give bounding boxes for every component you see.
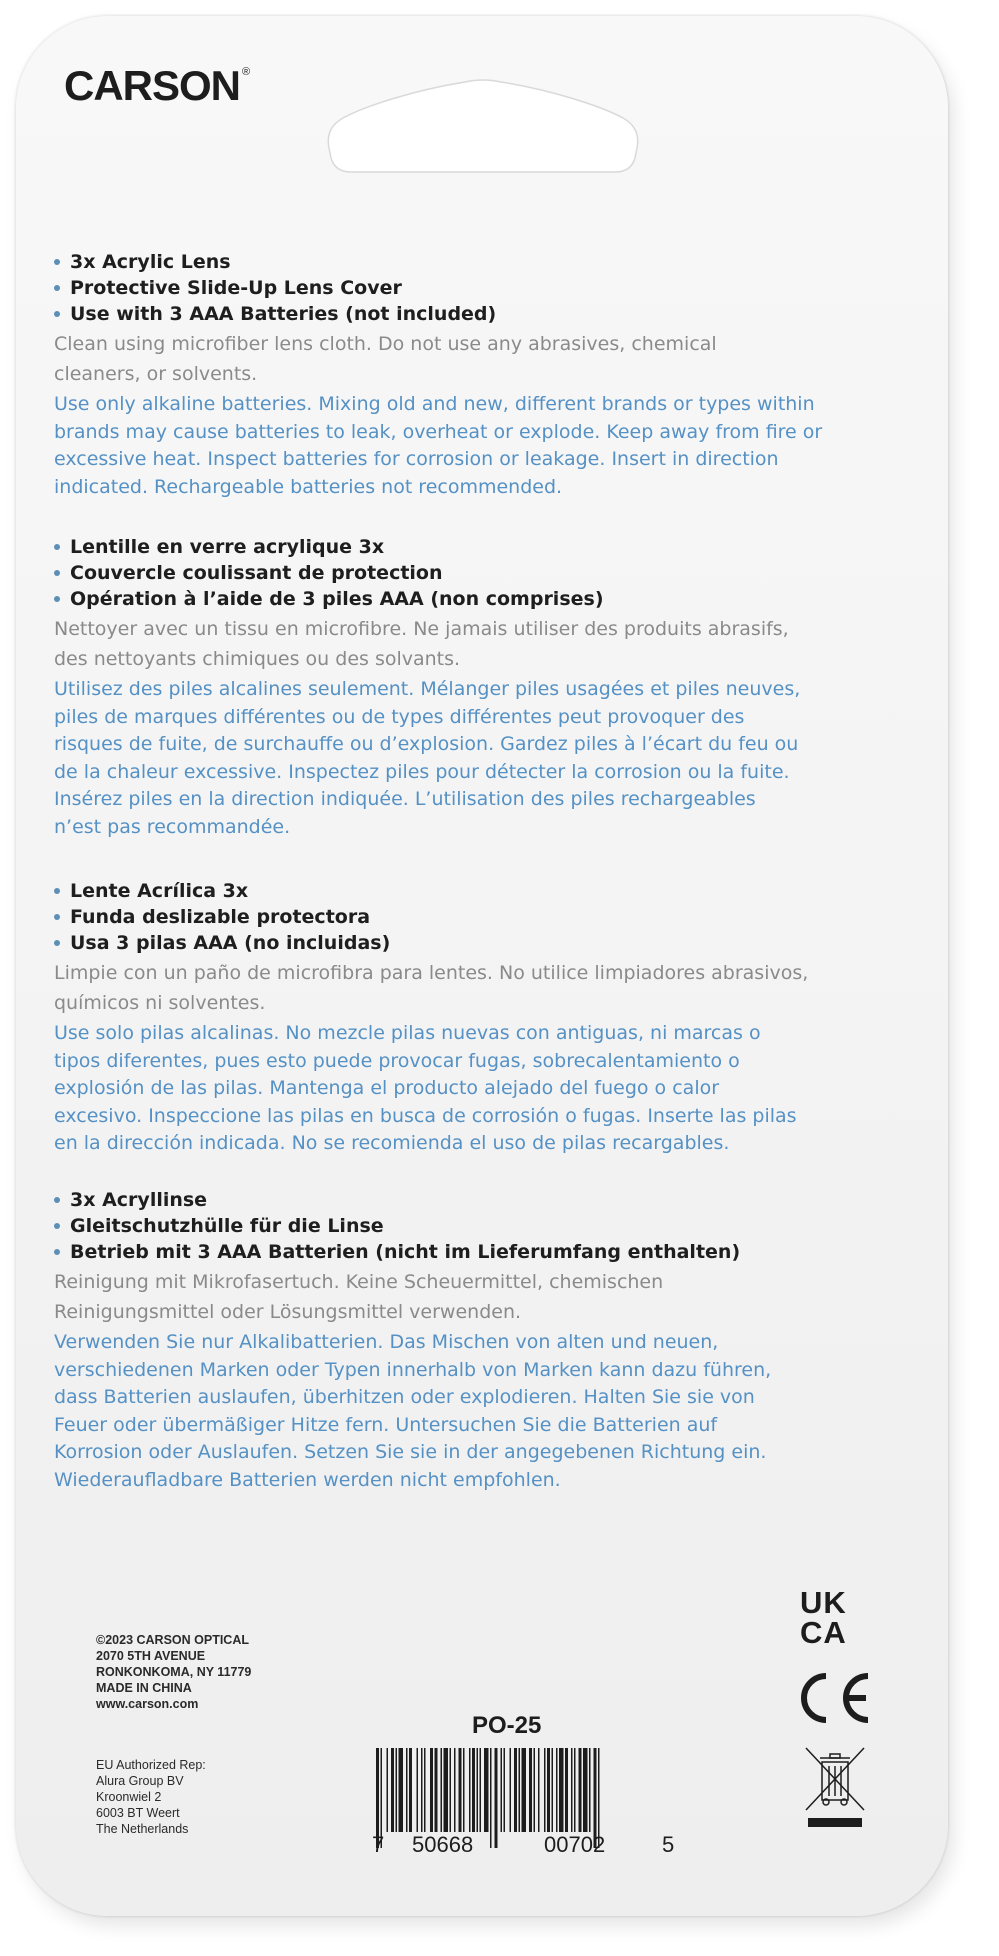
feature-item: Gleitschutzhülle für die Linse	[54, 1213, 914, 1239]
barcode-bar	[589, 1748, 591, 1832]
care-instructions: Clean using microfiber lens cloth. Do not use any abrasives, chemical cleaners, or solvents.	[54, 333, 717, 385]
feature-item: Protective Slide-Up Lens Cover	[54, 275, 914, 301]
barcode-bar	[504, 1748, 506, 1832]
company-address: ©2023 CARSON OPTICAL 2070 5TH AVENUE RONKONKOMA, NY 11779 MADE IN CHINA www.carson.com	[96, 1633, 252, 1711]
barcode-bar	[387, 1748, 389, 1832]
barcode-bar	[435, 1748, 438, 1832]
battery-warning: Verwenden Sie nur Alkalibatterien. Das Mischen von alten und neuen, verschiedenen Marken oder Typen innerhalb von Marken kann dazu führen, dass Batterien auslaufen, überhitzen oder explodieren. Halten Sie sie von Feuer oder übermäßiger Hitze fern. Untersuchen Sie die Batterien auf Korrosion oder Auslaufen. Setzen Sie sie in der angegebenen Richtung ein. Wiederaufladbare Batterien werden nicht empfohlen.	[54, 1331, 772, 1491]
barcode-bar	[519, 1748, 521, 1832]
barcode-bar	[399, 1748, 404, 1832]
barcode-bar	[454, 1748, 456, 1832]
feature-item: Use with 3 AAA Batteries (not included)	[54, 301, 914, 327]
battery-warning: Use only alkaline batteries. Mixing old and new, different brands or types within brands may cause batteries to leak, overheat or explode. Keep away from fire or excessive heat. Inspect batteries for corrosion or leakage. Insert in direction indicated. Rechargeable batteries not recommended.	[54, 393, 823, 498]
barcode-bar	[552, 1748, 554, 1832]
barcode-bar	[571, 1748, 573, 1832]
barcode-check-digit: 5	[662, 1832, 675, 1857]
battery-warning: Utilisez des piles alcalines seulement. Mélanger piles usagées et piles neuves, piles de marques différentes ou de types différentes peut provoquer des risques de fuite, de surchauffe ou d’explosion. Gardez piles à l’écart du feu ou de la chaleur excessive. Inspectez piles pour détecter la corrosion ou la fuite. Insérez piles en la direction indiquée. L’utilisation des piles rechargeables n’est pas recommandée.	[54, 678, 801, 838]
eu-authorized-rep: EU Authorized Rep: Alura Group BV Kroonwiel 2 6003 BT Weert The Netherlands	[96, 1758, 206, 1836]
barcode-bar	[430, 1748, 433, 1832]
section-spanish	[54, 878, 914, 1158]
barcode-bar	[424, 1748, 426, 1832]
feature-item: Couvercle coulissant de protection	[54, 560, 914, 586]
barcode-bar	[583, 1748, 588, 1832]
barcode-bar	[514, 1748, 517, 1832]
feature-item: Opération à l’aide de 3 piles AAA (non comprises)	[54, 586, 914, 612]
barcode-bar	[547, 1748, 550, 1832]
brand-name: CARSON	[64, 62, 241, 109]
care-instructions: Nettoyer avec un tissu en microfibre. Ne jamais utiliser des produits abrasifs, des nettoyants chimiques ou des solvants.	[54, 618, 789, 670]
barcode-bar	[396, 1748, 398, 1832]
feature-item: Lentille en verre acrylique 3x	[54, 534, 914, 560]
barcode-bar	[484, 1748, 489, 1832]
barcode-left-group: 50668	[412, 1832, 474, 1857]
feature-item: 3x Acryllinse	[54, 1187, 914, 1213]
barcode-bar	[544, 1748, 546, 1832]
barcode-bar	[409, 1748, 412, 1832]
battery-warning: Use solo pilas alcalinas. No mezcle pilas nuevas con antiguas, ni marcas o tipos diferentes, pues esto puede provocar fugas, sobrecalentamiento o explosión de las pilas. Mantenga el producto alejado del fuego o calor excesivo. Inspeccione las pilas en busca de corrosión o fugas. Inserte las pilas en la dirección indicada. No se recomienda el uso de pilas recargables.	[54, 1022, 797, 1154]
crossed-out-bin-icon	[800, 1744, 870, 1828]
brand-logo	[64, 62, 249, 110]
ce-mark-icon	[792, 1670, 872, 1726]
care-instructions: Limpie con un paño de microfibra para lentes. No utilice limpiadores abrasivos, químicos ni solventes.	[54, 962, 809, 1014]
barcode-bar	[501, 1748, 503, 1832]
barcode-bar	[579, 1748, 582, 1832]
feature-item: Funda deslizable protectora	[54, 904, 914, 930]
barcode-bar	[538, 1748, 540, 1832]
barcode-bar	[406, 1748, 408, 1832]
barcode-bar	[463, 1748, 465, 1832]
care-instructions: Reinigung mit Mikrofasertuch. Keine Scheuermittel, chemischen Reinigungsmittel oder Lösungsmittel verwenden.	[54, 1271, 664, 1323]
feature-item: Lente Acrílica 3x	[54, 878, 914, 904]
feature-item: 3x Acrylic Lens	[54, 249, 914, 275]
hang-hole	[325, 78, 641, 174]
barcode-bar	[510, 1748, 512, 1832]
barcode-system-digit: 7	[372, 1832, 385, 1857]
barcode-bar	[391, 1748, 394, 1832]
barcode-right-group: 00702	[544, 1832, 606, 1857]
barcode-bar	[477, 1748, 479, 1832]
barcode-bar	[490, 1748, 492, 1848]
barcode-bar	[534, 1748, 536, 1832]
barcode-bar	[441, 1748, 443, 1832]
barcode-bar	[574, 1748, 576, 1832]
barcode-bar	[556, 1748, 558, 1832]
barcode-bar	[450, 1748, 452, 1832]
barcode-bar	[522, 1748, 527, 1832]
barcode-bar	[421, 1748, 423, 1832]
barcode-bar	[565, 1748, 568, 1832]
barcode-bar	[480, 1748, 482, 1832]
section-german	[54, 1187, 914, 1494]
model-number: PO-25	[472, 1712, 542, 1739]
barcode-bar	[417, 1748, 419, 1832]
barcode-bar	[495, 1748, 498, 1848]
registered-mark: ®	[242, 66, 250, 78]
barcode-bar	[472, 1748, 475, 1832]
section-french	[54, 534, 914, 841]
barcode-bar	[559, 1748, 564, 1832]
barcode-bar	[529, 1748, 532, 1832]
ukca-mark: UK CA	[800, 1585, 847, 1650]
feature-item: Betrieb mit 3 AAA Batterien (nicht im Lieferumfang enthalten)	[54, 1239, 914, 1265]
feature-item: Usa 3 pilas AAA (no incluidas)	[54, 930, 914, 956]
section-english	[54, 249, 914, 501]
barcode-bar	[459, 1748, 462, 1832]
barcode-bar	[469, 1748, 471, 1832]
barcode-bar	[444, 1748, 449, 1832]
